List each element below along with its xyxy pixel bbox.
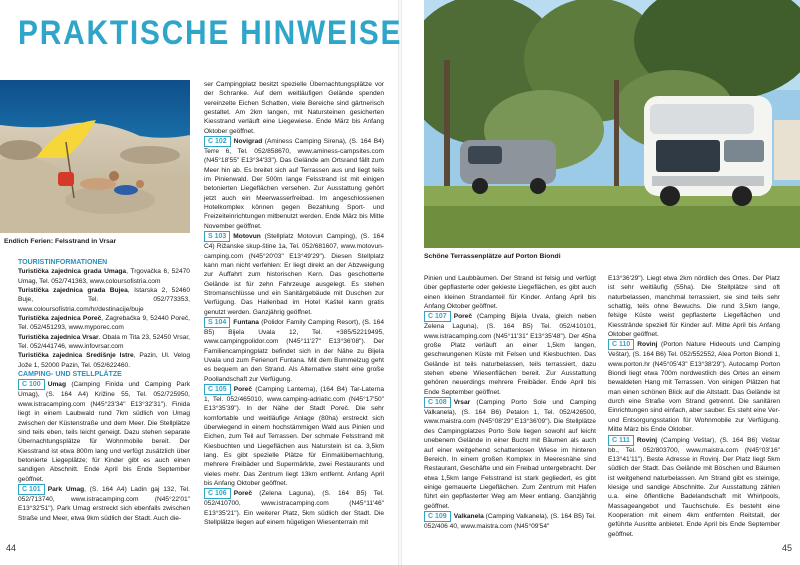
camping-entry: C 107 Poreč (Camping Bijela Uvala, gleich neben Zelena Laguna), (S. 164 B5) Tel. 052/410101, www.istracamping.com (N45°11'31" E13°35'48"). Der 45ha große Platz verläuft an einer 1,5km langen, geschwungenen Küste mit Felsen und Kiesbuchten. Das Gelände ist teils naturbelassen, teils terrassiert, dazu stehen ebene Wiesenflächen bereit. Zur Ausstattung gehören neuerdings mehrere Freibäder. Ende April bis Ende September geöffnet.	[424, 313, 596, 396]
entry-code-badge: C 100	[18, 379, 45, 390]
page-number-right: 45	[781, 543, 792, 553]
campsite-illustration	[424, 0, 800, 248]
beach-illustration	[0, 80, 190, 233]
page-gutter	[398, 0, 402, 565]
tourist-office: Turistička zajednica Vrsar. Obala m Tita 23, 52450 Vrsar, Tel. 052/441746, www.infovrsar.com	[18, 333, 190, 351]
heading-tourist-info: TOURISTINFORMATIONEN	[18, 259, 108, 266]
heading-camping: CAMPING- UND STELLPLÄTZE	[18, 371, 122, 379]
entry-code-badge: C 101	[18, 484, 45, 495]
camping-entry: C 111 Rovinj (Camping Veštar), (S. 164 B6) Veštar bb., Tel. 052/803700, www.maistra.com (N45°03'16" E13°41'11"). Beste Adresse in Rovinj. Der Platz liegt 5km südlich der Stadt. Das Gelände mit Böschen und Bäumen ist weitgehend naturbelassen. Am Strand gibt es steinige, kiesige und sandige Abschnitte. Zur Ausstattung zählen u.a. eine öffentliche Badelandschaft mit Whirlpools, Massageangebot und Tauchschule. Es besteht eine Kooperation mit einem 4km entfernten Reitstall, der geführte Ausritte anbietet. Ende April bis Ende September geöffnet.	[608, 436, 780, 538]
column-campsites-4	[608, 274, 780, 539]
tourist-office: Turistička zajednica grada Umaga, Trgovačka 6, 52470 Umag, Tel. 052/741363, www.coloursofistria.com	[18, 268, 190, 285]
campsite-photo	[424, 0, 800, 248]
camping-entry: S 104 Funtana (Polidor Family Camping Resort), (S. 164 B5) Bijela Uvala 12, Tel. +385/52219495, www.campingpolidor.com (N45°11'27" E13°36'08"). Der Familiencampingplatz befindet sich in der Nähe zu Bijela Uvala und zum Ferienort Funtana. Mit dem Bummelzug geht es bequem an den Strand. Als Alternative steht eine große Poollandschaft zur Verfügung.	[204, 318, 384, 383]
motorhome	[644, 96, 772, 206]
column-tourist-info	[18, 258, 190, 523]
tourist-office: Turistička zajednica Poreč, Zagrebačka 9, 52440 Poreč, Tel. 052/451293, www.myporec.com	[18, 315, 190, 332]
camping-entry: C 100 Umag (Camping Finida und Camping Park Umag), (S. 164 A4) Križine 55, Tel. 052/725950, www.istracamping.com (N45°23'34" E13°32'31"). Finida liegt in einem Laubwald rund 7km südlich von Umag zwischen der Küstenstraße und dem Meer. Die Stellplätze sind teils eben, teils leicht geneigt. Dazu stehen separate Übernachtungsplätze für Wohnmobile bereit. Der Kiesstrand ist etwa 800m lang und verfügt zusätzlich über betonierte Liegeplätze; für Kinder gibt es auch einen sandigen Abschnitt. Ende April bis Ende September geöffnet.	[18, 381, 190, 483]
page-number-left: 44	[6, 543, 17, 553]
continued-text: ser Campingplatz besitzt spezielle Übernachtungsplätze vor der Schranke. Auf dem weitläufigen Gelände spenden vereinzelte Eichen Schatten, viele Bereiche sind gärtnerisch gestaltet. Am 2km langen, mit Natursteinen gesicherten Kiesstrand verläuft eine Liegewiese. Ende März bis Anfang Oktober geöffnet.	[204, 81, 384, 135]
camping-entry: C 106 Poreč (Zelena Laguna), (S. 164 B5) Tel. 052/410700, www.istracamping.com (N45°11'46" E13°35'21"). Ein weiterer Platz, 5km südlich der Stadt. Die Stellplätze liegen auf einem hügeligen Wiesenterrain mit	[204, 490, 384, 527]
camping-entry: C 109 Valkanela (Camping Valkanela), (S. 164 B5) Tel. 052/406 40, www.maistra.com (N45°09'54"	[424, 512, 596, 530]
left-photo-caption: Endlich Ferien: Felsstrand in Vrsar	[4, 238, 117, 245]
camping-entry: C 102 Novigrad (Aminess Camping Sirena), (S. 164 B4) Terre 6, Tel. 052/858670, www.aminess-campsites.com (N45°18'55" E13°34'33"). Das Gelände am Ortsrand fällt zum Meer hin ab. Es breitet sich auf Terrassen aus und liegt teils im Pinienwald. Der 500m lange Felsstrand ist mit einigen betonierten Liegeflächen versehen. Zur Ausstattung gehört jetzt auch ein Meerwasserfreibad. Im angeschlossenen Hotelkomplex können gegen Bezahlung Sport- und Freizeiteinrichtungen mitbenutzt werden. Ende März bis Mitte November geöffnet.	[204, 138, 384, 230]
column-campsites-3	[424, 274, 596, 531]
tourist-office: Turistička zajednica grada Bujea, Istarska 2, 52460 Buje, Tel. 052/773353, www.coloursofistria.com/hr/destinacije/buje	[18, 287, 190, 313]
camping-entry: C 108 Vrsar (Camping Porto Sole und Camping Valkanela), (S. 164 B6) Petalon 1, Tel. 052/426500, www.maistra.com (N45°08'29" E13°36'09"). Die Stellplätze des Campingplatzes Porto Sole liegen sowohl auf leicht unebenem Gelände in einer Bucht mit Bäumen als auch auf einer weitgehend schattenlosen Wiese im hinteren Bereich. In einem großen Komplex in Meeresnähe sind Restaurant, Geschäfte und ein Freibad untergebracht. Der etwa 1,5km lange Felsstrand ist stark gegliedert, es gibt einige gemauerte Liegeflächen. Zum Zentrum mit Hafen führt ein gepflasterter Weg am Meer entlang. Ganzjährig geöffnet.	[424, 399, 596, 510]
right-photo-caption: Schöne Terrassenplätze auf Porton Biondi	[424, 253, 561, 260]
page-title: PRAKTISCHE HINWEISE	[18, 14, 403, 52]
continued-text: E13°36'29"). Liegt etwa 2km nördlich des Ortes. Der Platz ist sehr weitläufig (55ha). Die Stellplätze sind oft naturbelassen, manchmal terrassiert, sie sind teils sehr schattig, teils ohne Bewuchs. Die rund 3,5km lange, felsige Küste weist gepflasterte Liegeflächen und Kiesstrände speziell für Kinder auf. Mitte April bis Anfang Oktober geöffnet.	[608, 275, 780, 339]
camping-entry: C 110 Rovinj (Porton Nature Hideouts und Camping Veštar), (S. 164 B6) Tel. 052/552552, Alea Porton Biondi 1, www.porton.hr (N45°05'43" E13°38'29"). Autocamp Porton Biondi liegt etwa 700m nordwestlich des Ortes an einem bewaldeten Hang mit Terrassen. Von einigen Plätzen hat man einen schönen Blick auf die Altstadt. Das Gelände ist durch eine Straße vom Strand getrennt. Die sanitären Einrichtungen sind einfach, aber sauber. Es steht eine Ver- und Entsorgungsstation für Wohnmobile zur Verfügung. Mitte März bis Ende Oktober.	[608, 341, 780, 434]
column-campsites-2	[204, 80, 384, 527]
camping-entry: C 101 Park Umag, (S. 164 A4) Ladin gaj 132, Tel. 052/713740, www.istracamping.com (N45°22'01" E13°32'51"). Park Umag erstreckt sich ebenfalls zwischen Straße und Meer, etwa 9km südlich der Stadt. Auch die-	[18, 485, 190, 522]
continued-text: Pinien und Laubbäumen. Der Strand ist felsig und verfügt über gepflasterte oder gekieste Liegeflächen, es gibt auch einen kleinen Strandanteil für Kinder. Anfang April bis Anfang Oktober geöffnet.	[424, 275, 596, 311]
tourist-office: Turistička zajednica Središnje Istre, Pazin, Ul. Velog Jože 1, 52000 Pazin, Tel. 052/622460.	[18, 352, 190, 369]
beach-photo	[0, 80, 190, 233]
camping-entry: S 103 Motovun (Stellplatz Motovun Camping), (S. 164 C4) Rižanske skup-štine 1a, Tel. 052/681607, www.motovun-camping.com (N45°20'03" E13°49'29"). Diesen Stellplatz kann man nicht verfehlen: Er liegt direkt an der Abzweigung zur Auffahrt zum historischen Kern. Das geschotterte Gelände ist für zehn Fahrzeuge ausgelegt. Es stehen Stromanschlüsse und ein Sanitärgebäude mit Duschen zur Verfügung. Das Hallenbad im Hotel Kaštel kann gratis genutzt werden. Ganzjährig geöffnet.	[204, 233, 384, 316]
camping-entry: C 105 Poreč (Camping Lanterna), (164 B4) Tar-Laterna 1, Tel. 052/465010, www.camping-adriatic.com (N45°17'50" E13°35'39"). In der Nähe der Stadt Poreč. Die sehr komfortable und weitläufige Anlage (80ha) erstreckt sich überwiegend in einem hochstämmigen Wald aus Pinien und Eichen, zum Teil auf Terrassen. Der schmale Felsstrand mit Kiesbuchten und Liegeflächen aus Naturstein ist ca. 3,5km lang. Es gibt spezielle Plätze für Einmalübernachtung, mehrere Freibäder und Supermärkte, zwei Restaurants und vieles mehr. Das Zentrum liegt 13km entfernt. Anfang April bis Anfang Oktober geöffnet.	[204, 385, 384, 488]
